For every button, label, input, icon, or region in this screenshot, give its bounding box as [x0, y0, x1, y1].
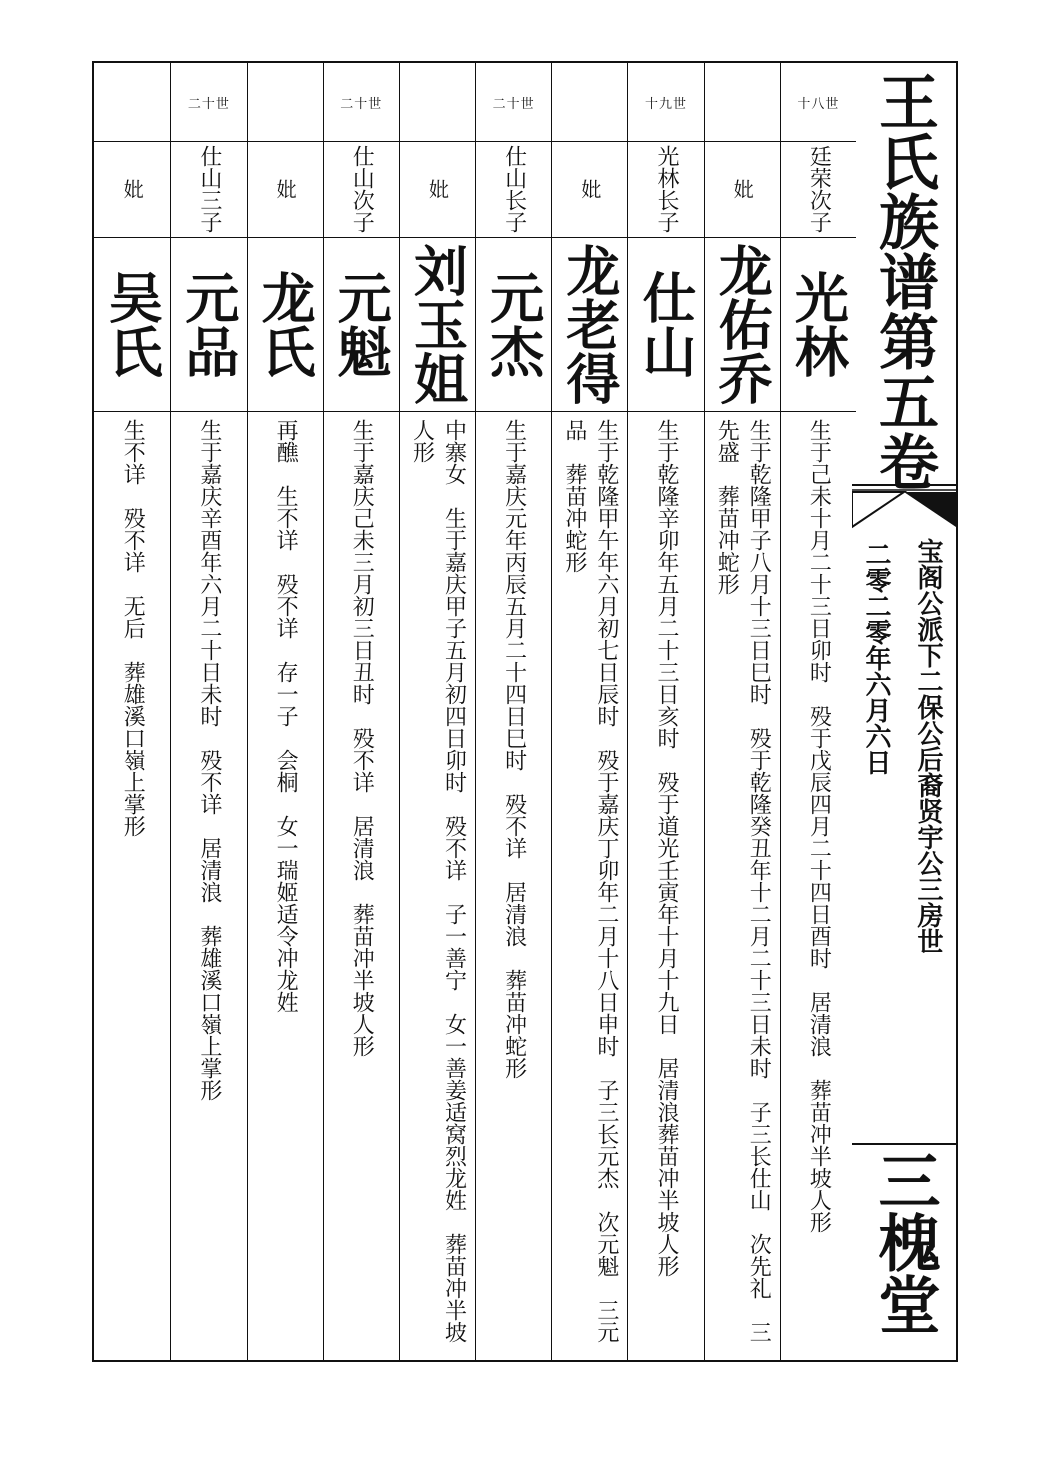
relation-label: 仕山长子	[501, 145, 527, 233]
biography-cell	[248, 411, 323, 1360]
generation-cell	[628, 63, 703, 142]
name-cell	[171, 237, 246, 412]
name-cell	[248, 237, 323, 412]
relation-cell	[781, 141, 856, 238]
entry-column	[780, 63, 856, 1360]
name-cell	[476, 237, 551, 412]
biography-text: 生于乾隆甲午年六月初七日辰时 殁于嘉庆丁卯年二月十八日申时 子三长元杰 次元魁 三元品 葬苗冲蛇形	[561, 419, 619, 1343]
relation-label: 仕山次子	[349, 145, 375, 233]
person-name: 仕山	[634, 270, 699, 378]
entry-column	[704, 63, 780, 1360]
person-name: 光林	[786, 270, 851, 378]
name-cell	[400, 237, 475, 412]
biography-text: 生于嘉庆己未三月初三日丑时 殁不详 居清浪 葬苗冲半坡人形	[349, 419, 375, 1057]
relation-label: 仕山三子	[196, 145, 222, 233]
biography-text: 中寨女 生于嘉庆甲子五月初四日卯时 殁不详 子一善宁 女一善姜适窝烈龙姓 葬苗冲半坡人形	[409, 419, 467, 1343]
biography-text: 再醮 生不详 殁不详 存一子 会桐 女一瑞姬适令冲龙姓	[273, 419, 299, 1013]
relation-cell	[552, 141, 627, 238]
person-name: 吴氏	[100, 270, 165, 378]
generation-label: 十九世	[645, 97, 688, 112]
entry-column	[627, 63, 703, 1360]
biography-text: 生于乾隆辛卯年五月二十三日亥时 殁于道光壬寅年十月十九日 居清浪葬苗冲半坡人形	[654, 419, 680, 1277]
biography-cell	[171, 411, 246, 1360]
relation-cell	[324, 141, 399, 238]
person-name: 龙氏	[253, 270, 318, 378]
person-name: 龙佑乔	[710, 243, 775, 405]
entry-column	[323, 63, 399, 1360]
generation-cell	[781, 63, 856, 142]
person-name: 元魁	[329, 270, 394, 378]
relation-cell	[171, 141, 246, 238]
person-name: 刘玉姐	[405, 243, 470, 405]
name-cell	[324, 237, 399, 412]
hall-divider	[852, 1143, 956, 1145]
generation-cell	[705, 63, 780, 142]
biography-text: 生于乾隆甲子八月十三日巳时 殁于乾隆癸丑年十二月二十三日未时 子三长仕山 次先礼 三先盛 葬苗冲蛇形	[714, 419, 772, 1343]
relation-label: 光林长子	[654, 145, 680, 233]
compile-date: 二零二零年六月六日	[861, 541, 891, 775]
entry-column	[475, 63, 551, 1360]
title-sidebar	[852, 63, 956, 1360]
relation-cell	[476, 141, 551, 238]
relation-cell	[705, 141, 780, 238]
entry-column	[551, 63, 627, 1360]
biography-cell	[705, 411, 780, 1360]
person-name: 元杰	[481, 270, 546, 378]
entry-columns	[94, 63, 856, 1360]
biography-text: 生不详 殁不详 无后 葬雄溪口嶺上掌形	[120, 419, 146, 837]
genealogy-page-frame	[92, 61, 958, 1362]
relation-label: 廷荣次子	[806, 145, 832, 233]
relation-cell	[400, 141, 475, 238]
entry-column	[94, 63, 170, 1360]
relation-label: 妣	[577, 179, 602, 199]
generation-label: 二十世	[340, 97, 383, 112]
book-title-cell	[852, 63, 956, 491]
biography-text: 生于嘉庆辛酉年六月二十日未时 殁不详 居清浪 葬雄溪口嶺上掌形	[196, 419, 222, 1101]
fish-tail-ornament	[852, 483, 956, 533]
relation-cell	[628, 141, 703, 238]
generation-label: 二十世	[492, 97, 535, 112]
name-cell	[705, 237, 780, 412]
generation-cell	[324, 63, 399, 142]
entry-column	[399, 63, 475, 1360]
biography-cell	[552, 411, 627, 1360]
biography-cell	[324, 411, 399, 1360]
relation-cell	[94, 141, 170, 238]
generation-cell	[94, 63, 170, 142]
relation-label: 妣	[425, 179, 450, 199]
biography-cell	[476, 411, 551, 1360]
biography-cell	[781, 411, 856, 1360]
generation-label: 二十世	[187, 97, 230, 112]
biography-text: 生于己未十月二十三日卯时 殁于戊辰四月二十四日酉时 居清浪 葬苗冲半坡人形	[806, 419, 832, 1233]
name-cell	[781, 237, 856, 412]
name-cell	[628, 237, 703, 412]
generation-cell	[476, 63, 551, 142]
relation-label: 妣	[120, 179, 145, 199]
biography-cell	[400, 411, 475, 1360]
name-cell	[552, 237, 627, 412]
book-title: 王氏族谱第五卷	[869, 71, 939, 491]
person-name: 元品	[176, 270, 241, 378]
biography-text: 生于嘉庆元年丙辰五月二十四日巳时 殁不详 居清浪 葬苗冲蛇形	[501, 419, 527, 1079]
lineage-subtitle: 宝阁公派下二保公后裔贤宇公三房世	[913, 538, 943, 954]
relation-cell	[248, 141, 323, 238]
hall-name: 三槐堂	[868, 1149, 941, 1335]
generation-cell	[248, 63, 323, 142]
generation-cell	[400, 63, 475, 142]
entry-column	[170, 63, 246, 1360]
relation-label: 妣	[273, 179, 298, 199]
biography-cell	[94, 411, 170, 1360]
biography-cell	[628, 411, 703, 1360]
generation-cell	[552, 63, 627, 142]
generation-cell	[171, 63, 246, 142]
relation-label: 妣	[730, 179, 755, 199]
name-cell	[94, 237, 170, 412]
person-name: 龙老得	[557, 243, 622, 405]
entry-column	[247, 63, 323, 1360]
generation-label: 十八世	[797, 97, 840, 112]
hall-name-cell	[852, 1149, 956, 1360]
